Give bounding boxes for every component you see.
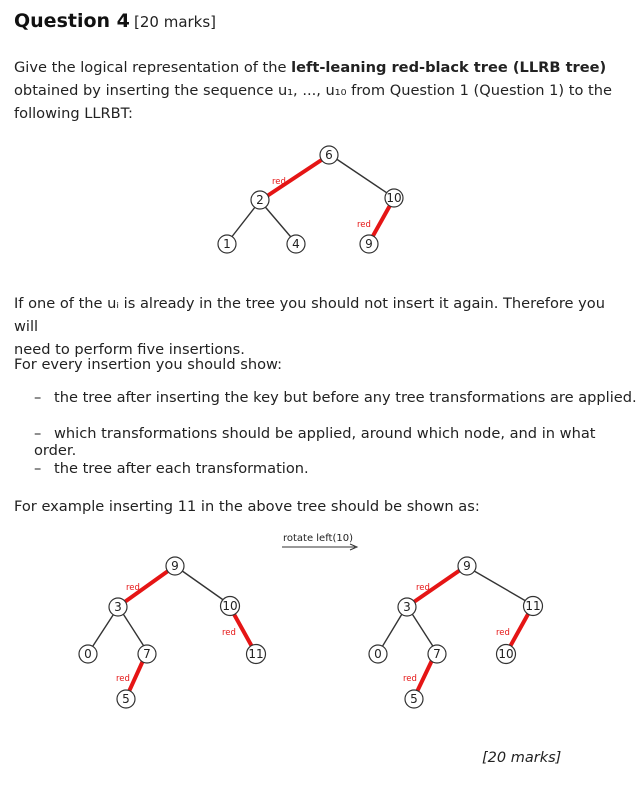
node-label: 0 — [84, 647, 92, 661]
node-label: 5 — [410, 692, 418, 706]
edge-3-7 — [409, 609, 436, 651]
node-label: 11 — [248, 647, 264, 661]
red-label: red — [126, 583, 140, 593]
intro-line-2: obtained by inserting the sequence u₁, ..., u₁₀ from Question 1 (Question 1) to the — [14, 82, 613, 99]
tree-after — [369, 557, 543, 708]
tree-node — [524, 597, 543, 616]
bullet-dash: – — [34, 460, 42, 477]
tree-node — [109, 598, 127, 616]
red-label: red — [272, 177, 286, 187]
paragraph-4: For example inserting 11 in the above tree should be shown as: — [14, 498, 480, 515]
tree-node — [369, 645, 387, 663]
tree-node — [458, 557, 476, 575]
bullet-1 — [34, 389, 637, 406]
tree-node — [247, 645, 266, 664]
bullet-text: the tree after each transformation. — [54, 460, 309, 477]
edge-3-0 — [379, 609, 405, 652]
node-label: 7 — [143, 647, 151, 661]
node-label: 9 — [463, 559, 471, 573]
red-label: red — [116, 674, 130, 684]
tree-node — [398, 598, 416, 616]
node-label: 1 — [223, 237, 231, 251]
edge-3-0 — [89, 609, 117, 652]
tree-node — [320, 146, 338, 164]
tree-before — [79, 557, 266, 708]
intro-line-1-text: Give the logical representation of the — [14, 59, 292, 76]
red-label: red — [357, 220, 371, 230]
tree-node — [166, 557, 184, 575]
tree-main — [218, 146, 403, 253]
node-label: 9 — [171, 559, 179, 573]
node-label: 5 — [122, 692, 130, 706]
node-label: 11 — [525, 599, 541, 613]
node-label: 7 — [433, 647, 441, 661]
question-marks: [20 marks] — [134, 13, 217, 31]
red-label: red — [416, 583, 430, 593]
edge-6-10 — [332, 156, 393, 197]
tree-node — [287, 235, 305, 253]
tree-node — [117, 690, 135, 708]
edge-3-7 — [120, 609, 147, 651]
node-label: 10 — [222, 599, 238, 613]
para2-line-2: need to perform five insertions. — [14, 341, 245, 358]
node-label: 3 — [403, 600, 411, 614]
bullet-3 — [34, 460, 309, 477]
node-label: 10 — [386, 191, 402, 205]
question-title: Question 4 — [14, 10, 130, 32]
tree-node — [385, 189, 403, 207]
paragraph-2 — [14, 292, 624, 361]
llrb-term: left-leaning red-black tree (LLRB tree) — [291, 59, 607, 76]
para2-line-1: If one of the uᵢ is already in the tree you should not insert it again. Therefore you will — [14, 295, 605, 335]
node-label: 4 — [292, 237, 300, 251]
bullet-text: which transformations should be applied, around which node, and in what order. — [34, 425, 596, 459]
tree-node — [138, 645, 156, 663]
rotate-arrow — [282, 533, 357, 550]
intro-line-3: following LLRBT: — [14, 105, 133, 122]
tree-node — [405, 690, 423, 708]
edge-9-11 — [469, 568, 531, 604]
bullet-dash: – — [34, 425, 42, 442]
node-label: 3 — [114, 600, 122, 614]
red-label: red — [403, 674, 417, 684]
node-label: 2 — [256, 193, 264, 207]
arrow-label: rotate left(10) — [282, 533, 354, 544]
end-marks: [20 marks] — [482, 750, 562, 766]
tree-node — [360, 235, 378, 253]
bullet-dash: – — [34, 389, 42, 406]
tree-node — [79, 645, 97, 663]
paragraph-3: For every insertion you should show: — [14, 356, 283, 373]
tree-node — [497, 645, 516, 664]
edge-9-10 — [178, 568, 229, 604]
red-label: red — [496, 628, 510, 638]
bullet-2 — [34, 425, 637, 459]
tree-node — [218, 235, 236, 253]
node-label: 9 — [365, 237, 373, 251]
node-label: 10 — [498, 647, 514, 661]
node-label: 6 — [325, 148, 333, 162]
tree-node — [251, 191, 269, 209]
node-label: 0 — [374, 647, 382, 661]
tree-node — [428, 645, 446, 663]
bullet-text: the tree after inserting the key but before any tree transformations are applied. — [54, 389, 637, 406]
tree-node — [221, 597, 240, 616]
red-label: red — [222, 628, 236, 638]
